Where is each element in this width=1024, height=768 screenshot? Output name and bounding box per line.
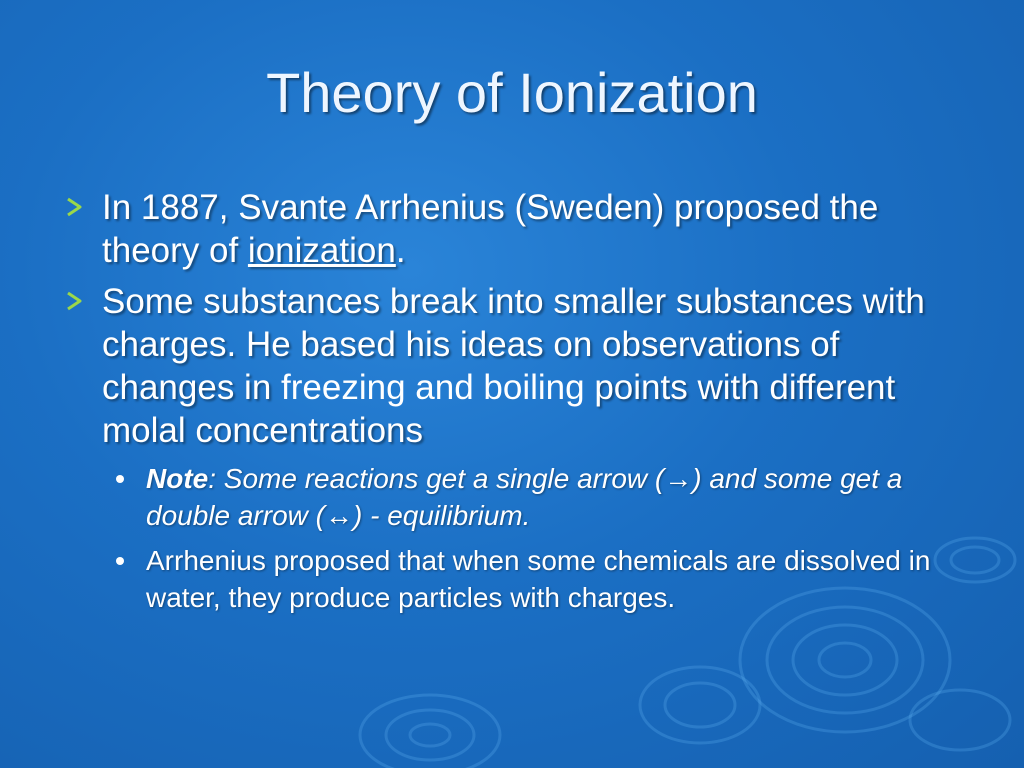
bullet-text: In 1887, Svante Arrhenius (Sweden) proposed the theory of bbox=[102, 188, 879, 270]
sub-bullet-text: Arrhenius proposed that when some chemicals are dissolved in water, they produce particles with charges. bbox=[146, 545, 931, 613]
note-label: Note bbox=[146, 463, 209, 494]
slide-content bbox=[62, 186, 972, 624]
bullet-text-freezing: freezing bbox=[281, 368, 406, 407]
ionization-link[interactable]: ionization bbox=[247, 231, 396, 270]
dot-icon bbox=[116, 557, 124, 565]
sub-bullet-text: Some reactions get a single arrow ( bbox=[223, 463, 665, 494]
note-colon: : bbox=[208, 463, 224, 494]
sub-bullet-text-mid: ) and some get a double arrow ( bbox=[146, 463, 903, 531]
single-arrow-icon: → bbox=[664, 463, 693, 494]
chevron-right-icon bbox=[64, 196, 86, 218]
bullet-text: Some substances break into smaller substances with charges. He based his ideas on observations of changes in bbox=[102, 282, 925, 407]
chevron-right-icon bbox=[64, 290, 86, 312]
double-arrow-icon: ↔ bbox=[324, 500, 353, 531]
sub-bullet-arrhenius-proposal bbox=[110, 542, 972, 616]
bullet-text-end: points with different molal concentrations bbox=[102, 368, 896, 450]
bullet-arrhenius-1887 bbox=[62, 186, 972, 272]
slide-title: Theory of Ionization bbox=[266, 61, 758, 124]
bullet-text-end: . bbox=[395, 231, 406, 270]
dot-icon bbox=[116, 475, 124, 483]
sub-bullet-note bbox=[110, 460, 972, 534]
bullet-text-boiling: and boiling bbox=[405, 368, 585, 407]
bullet-substances-charges bbox=[62, 280, 972, 452]
sub-bullet-text-end: ) - equilibrium. bbox=[352, 500, 531, 531]
